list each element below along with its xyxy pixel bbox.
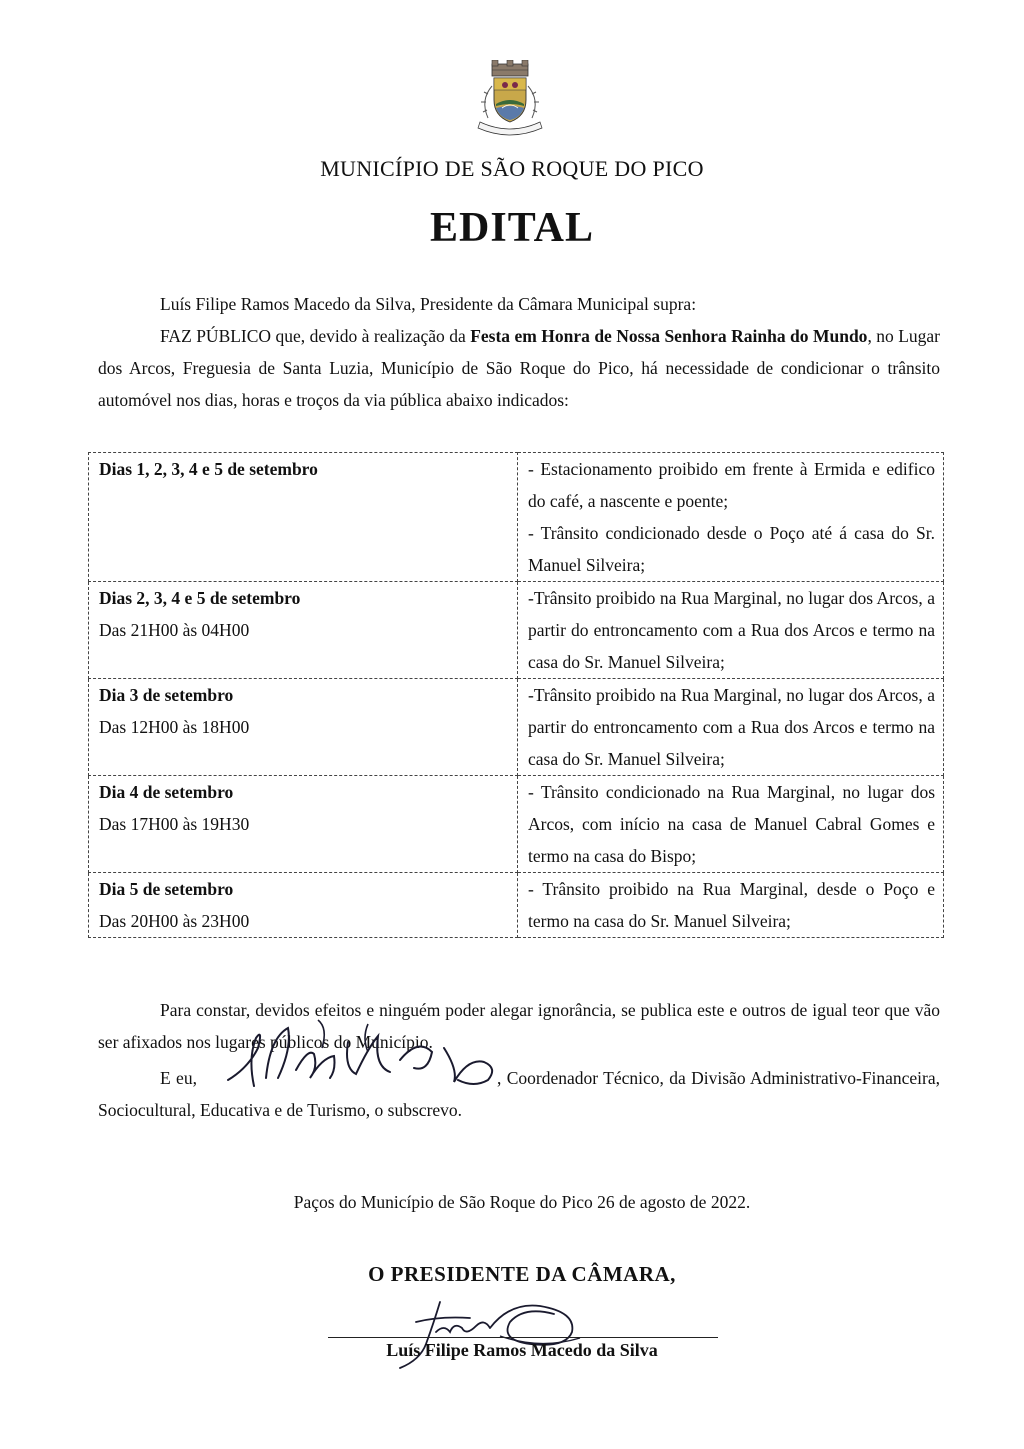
- table-row: [89, 582, 944, 679]
- municipality-name: MUNICÍPIO DE SÃO ROQUE DO PICO: [320, 156, 704, 181]
- schedule-period-cell: [89, 679, 518, 776]
- schedule-measure: - Trânsito proibido na Rua Marginal, desde o Poço e termo na casa do Sr. Manuel Silveira;: [528, 879, 935, 931]
- schedule-measure: -Trânsito proibido na Rua Marginal, no lugar dos Arcos, a partir do entroncamento com a Rua dos Arcos e termo na casa do Sr. Manuel Silveira;: [528, 588, 935, 672]
- table-row: [89, 776, 944, 873]
- schedule-period-cell: [89, 582, 518, 679]
- schedule-hours: Das 12H00 às 18H00: [99, 717, 250, 737]
- schedule-hours: Das 21H00 às 04H00: [99, 620, 250, 640]
- intro-text-after: , no Lugar dos Arcos, Freguesia de Santa Luzia, Município de São Roque do Pico, há necessidade de condicionar o trânsito automóvel nos dias, horas e troços da via pública abaixo indicados:: [98, 326, 940, 410]
- closing-paragraph: Para constar, devidos efeitos e ninguém poder alegar ignorância, se publica este e outros de igual teor que vão ser afixados nos lugares públicos do Município.: [98, 1000, 940, 1052]
- table-row: [89, 873, 944, 938]
- signatory-name: Luís Filipe Ramos Macedo da Silva: [386, 1340, 658, 1360]
- intro-line-1: Luís Filipe Ramos Macedo da Silva, Presidente da Câmara Municipal supra:: [160, 294, 697, 314]
- schedule-measure-cell: [518, 776, 944, 873]
- schedule-measure-cell: [518, 582, 944, 679]
- table-row: [89, 679, 944, 776]
- table-row: [89, 453, 944, 582]
- schedule-measure: - Trânsito condicionado desde o Poço até á casa do Sr. Manuel Silveira;: [528, 523, 935, 575]
- schedule-period-cell: [89, 776, 518, 873]
- schedule-period-cell: [89, 453, 518, 582]
- signature-line: [328, 1337, 718, 1338]
- schedule-days: Dia 5 de setembro: [99, 879, 234, 899]
- intro-text-before: FAZ PÚBLICO que, devido à realização da: [160, 326, 471, 346]
- subscription-text-after: , Coordenador Técnico, da Divisão Administrativo-Financeira, Sociocultural, Educativa e de Turismo, o subscrevo.: [98, 1068, 940, 1120]
- document-title: EDITAL: [430, 205, 594, 251]
- traffic-schedule-table: [88, 452, 944, 938]
- schedule-measure: - Trânsito condicionado na Rua Marginal, no lugar dos Arcos, com início na casa de Manuel Cabral Gomes e termo na casa do Bispo;: [528, 782, 935, 866]
- schedule-days: Dia 4 de setembro: [99, 782, 234, 802]
- place-and-date: Paços do Município de São Roque do Pico 26 de agosto de 2022.: [293, 1192, 751, 1212]
- schedule-hours: Das 17H00 às 19H30: [99, 814, 250, 834]
- municipal-crest-icon: [462, 60, 558, 138]
- schedule-measure-cell: [518, 679, 944, 776]
- signatory-title: O PRESIDENTE DA CÂMARA,: [368, 1262, 676, 1286]
- festival-name: Festa em Honra de Nossa Senhora Rainha do Mundo: [470, 326, 868, 346]
- coordinator-signature-icon: [218, 1008, 518, 1098]
- schedule-period-cell: [89, 873, 518, 938]
- intro-paragraph: [98, 320, 940, 416]
- schedule-measure: - Estacionamento proibido em frente à Ermida e edifico do café, a nascente e poente;: [528, 459, 935, 511]
- schedule-days: Dias 1, 2, 3, 4 e 5 de setembro: [99, 459, 318, 479]
- schedule-days: Dias 2, 3, 4 e 5 de setembro: [99, 588, 301, 608]
- schedule-days: Dia 3 de setembro: [99, 685, 234, 705]
- schedule-measure-cell: [518, 873, 944, 938]
- subscription-text-before: E eu,: [160, 1068, 197, 1088]
- schedule-hours: Das 20H00 às 23H00: [99, 911, 250, 931]
- schedule-measure: -Trânsito proibido na Rua Marginal, no lugar dos Arcos, a partir do entroncamento com a Rua dos Arcos e termo na casa do Sr. Manuel Silveira;: [528, 685, 935, 769]
- schedule-measure-cell: [518, 453, 944, 582]
